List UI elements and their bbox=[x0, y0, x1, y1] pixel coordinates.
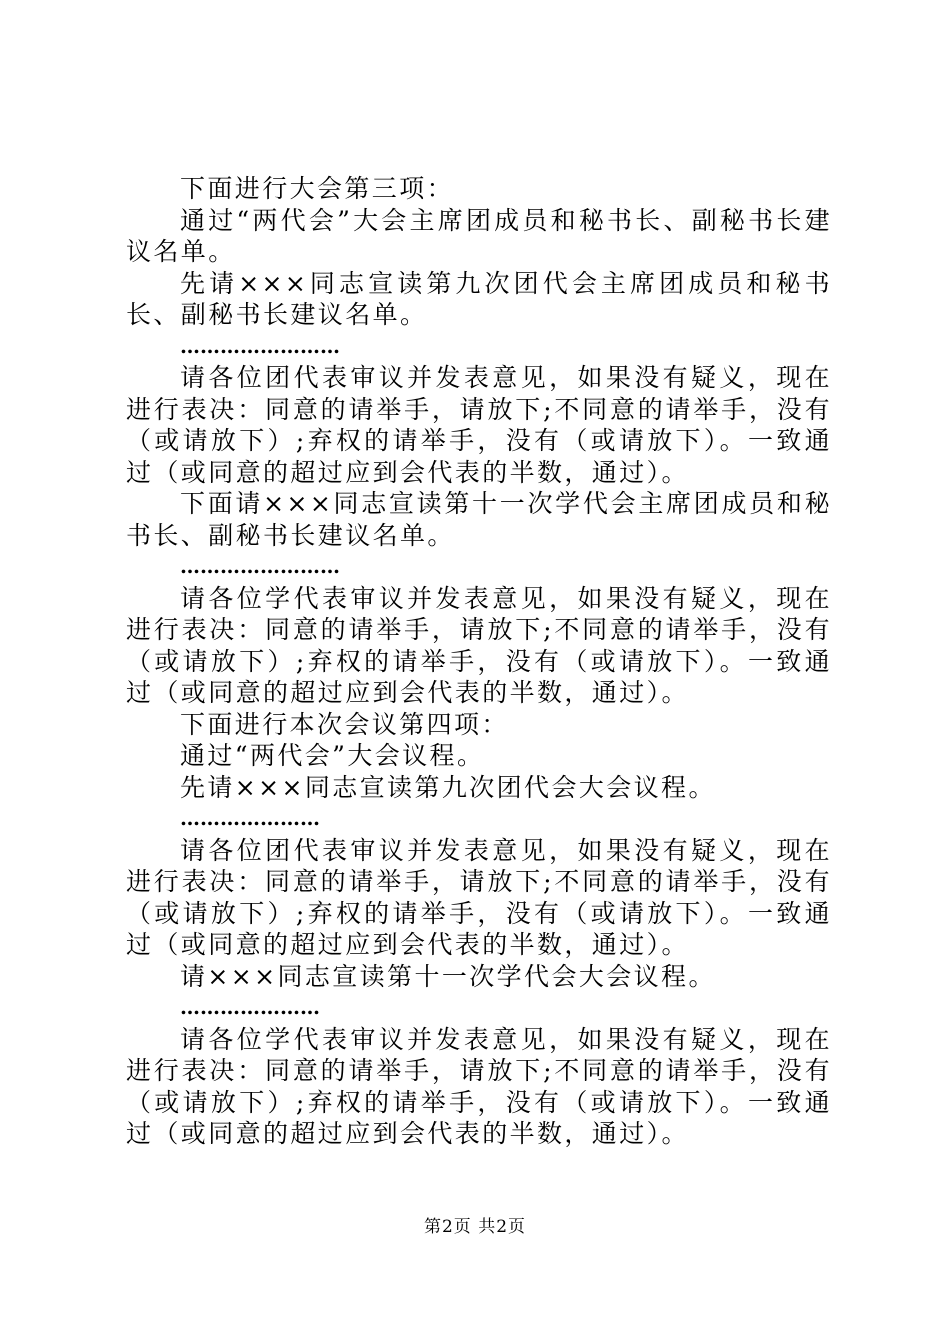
ellipsis-line: …………………… bbox=[180, 333, 340, 358]
document-body bbox=[126, 173, 832, 1150]
paragraph: 通过“两代会”大会主席团成员和秘书长、副秘书长建议名单。 bbox=[126, 205, 832, 266]
paragraph: 通过“两代会”大会议程。 bbox=[180, 741, 485, 770]
paragraph: 下面进行本次会议第四项： bbox=[180, 709, 509, 739]
paragraph: 请各位团代表审议并发表意见，如果没有疑义，现在进行表决：同意的请举手，请放下;不同意的请举手，没有（或请放下）;弃权的请举手，没有（或请放下）。一致通过（或同意的超过应到会代表的半数，通过）。 bbox=[126, 835, 832, 959]
paragraph: 请各位团代表审议并发表意见，如果没有疑义，现在进行表决：同意的请举手，请放下;不同意的请举手，没有（或请放下）;弃权的请举手，没有（或请放下）。一致通过（或同意的超过应到会代表的半数，通过）。 bbox=[126, 363, 832, 487]
paragraph: 请各位学代表审议并发表意见，如果没有疑义，现在进行表决：同意的请举手，请放下;不同意的请举手，没有（或请放下）;弃权的请举手，没有（或请放下）。一致通过（或同意的超过应到会代表的半数，通过）。 bbox=[126, 1024, 832, 1148]
ellipsis-line: ………………… bbox=[180, 995, 320, 1019]
ellipsis-line: …………………… bbox=[180, 554, 340, 578]
paragraph: 先请×××同志宣读第九次团代会主席团成员和秘书长、副秘书长建议名单。 bbox=[126, 268, 832, 329]
paragraph: 请×××同志宣读第十一次学代会大会议程。 bbox=[180, 961, 716, 991]
paragraph: 先请×××同志宣读第九次团代会大会议程。 bbox=[180, 772, 716, 802]
paragraph: 下面进行大会第三项： bbox=[180, 174, 455, 203]
paragraph: 请各位学代表审议并发表意见，如果没有疑义，现在进行表决：同意的请举手，请放下;不同意的请举手，没有（或请放下）;弃权的请举手，没有（或请放下）。一致通过（或同意的超过应到会代表的半数，通过）。 bbox=[126, 583, 832, 707]
page-number-footer: 第2页 共2页 bbox=[423, 1217, 527, 1237]
ellipsis-line: ………………… bbox=[180, 806, 320, 830]
paragraph: 下面请×××同志宣读第十一次学代会主席团成员和秘书长、副秘书长建议名单。 bbox=[126, 489, 832, 550]
